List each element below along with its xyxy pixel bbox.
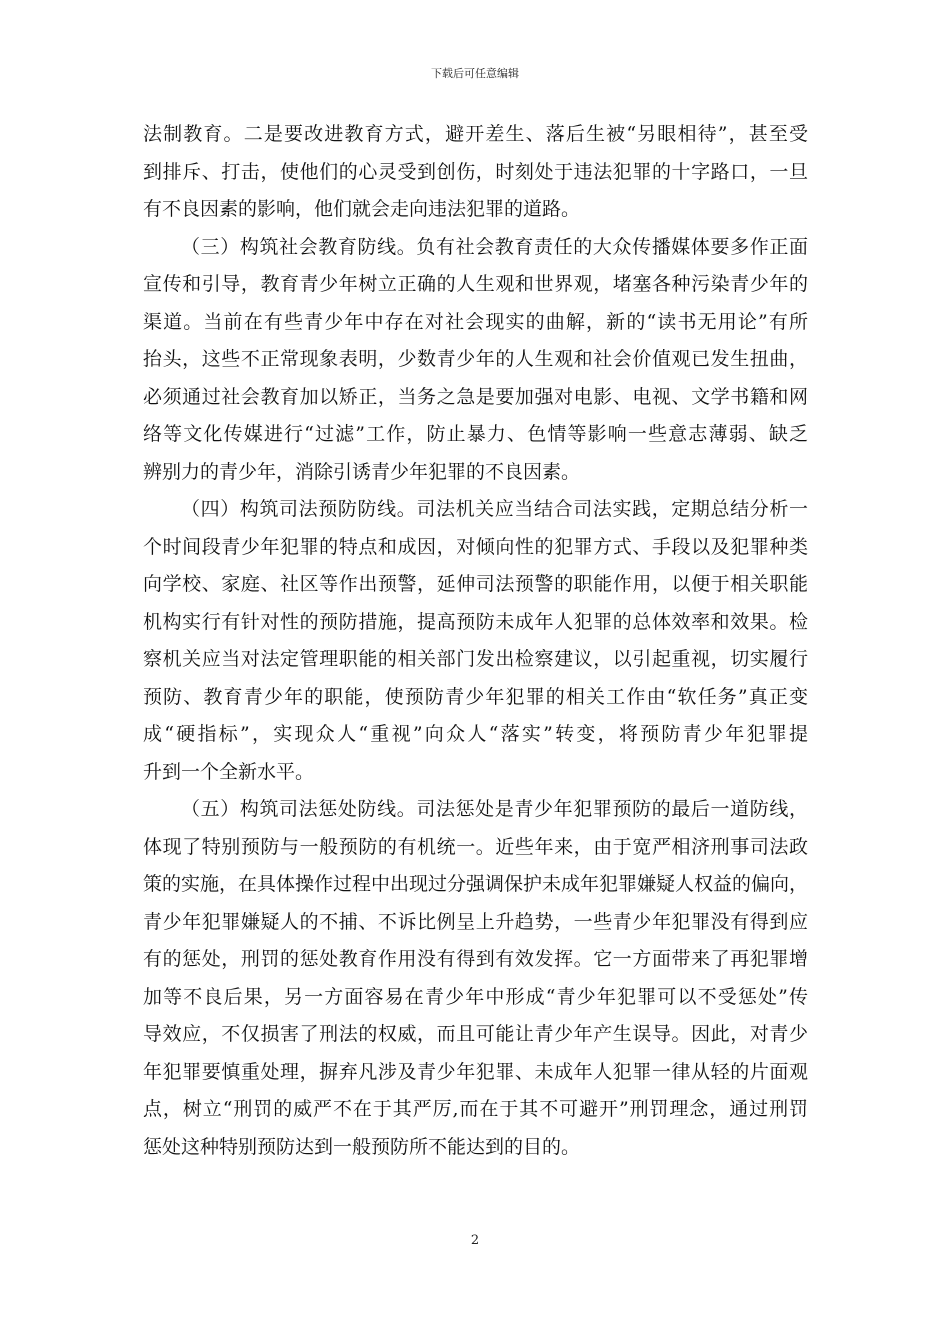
text-line: 青少年犯罪嫌疑人的不捕、不诉比例呈上升趋势，一些青少年犯罪没有得到应 xyxy=(143,910,808,933)
page-header: 下载后可任意编辑 xyxy=(431,67,519,80)
text-line: 抬头，这些不正常现象表明，少数青少年的人生观和社会价值观已发生扭曲， xyxy=(143,348,808,370)
text-line: 体现了特别预防与一般预防的有机统一。近些年来，由于宽严相济刑事司法政 xyxy=(143,835,808,858)
text-line: 机构实行有针对性的预防措施，提高预防未成年人犯罪的总体效率和效果。检 xyxy=(143,610,808,633)
text-line: 宣传和引导，教育青少年树立正确的人生观和世界观，堵塞各种污染青少年的 xyxy=(143,273,808,295)
text-line: 加等不良后果，另一方面容易在青少年中形成“青少年犯罪可以不受惩处”传 xyxy=(143,985,808,1008)
paragraph xyxy=(143,491,808,791)
text-line: 到排斥、打击，使他们的心灵受到创伤，时刻处于违法犯罪的十字路口，一旦 xyxy=(143,160,808,183)
text-line: 惩处这种特别预防达到一般预防所不能达到的目的。 xyxy=(143,1135,581,1158)
text-line: 必须通过社会教育加以矫正，当务之急是要加强对电影、电视、文学书籍和网 xyxy=(143,385,808,408)
text-line: 有的惩处，刑罚的惩处教育作用没有得到有效发挥。它一方面带来了再犯罪增 xyxy=(143,948,808,970)
text-line: 预防、教育青少年的职能，使预防青少年犯罪的相关工作由“软任务”真正变 xyxy=(143,685,808,708)
text-line: 络等文化传媒进行“过滤”工作，防止暴力、色情等影响一些意志薄弱、缺乏 xyxy=(143,423,808,445)
text-line: 成“硬指标”，实现众人“重视”向众人“落实”转变，将预防青少年犯罪提 xyxy=(143,723,808,745)
document-body xyxy=(143,116,808,1166)
text-line: 导效应，不仅损害了刑法的权威，而且可能让青少年产生误导。因此，对青少 xyxy=(143,1023,808,1045)
paragraph xyxy=(143,116,808,229)
page-number: 2 xyxy=(470,1233,480,1248)
text-line: 向学校、家庭、社区等作出预警，延伸司法预警的职能作用，以便于相关职能 xyxy=(143,573,808,595)
text-line: （三）构筑社会教育防线。负有社会教育责任的大众传播媒体要多作正面 xyxy=(181,235,808,258)
paragraph xyxy=(143,229,808,492)
text-line: 年犯罪要慎重处理，摒弃凡涉及青少年犯罪、未成年人犯罪一律从轻的片面观 xyxy=(143,1060,808,1083)
paragraph xyxy=(143,791,808,1166)
text-line: 察机关应当对法定管理职能的相关部门发出检察建议，以引起重视，切实履行 xyxy=(143,648,808,670)
text-line: 策的实施，在具体操作过程中出现过分强调保护未成年犯罪嫌疑人权益的偏向， xyxy=(143,873,809,895)
text-line: 渠道。当前在有些青少年中存在对社会现实的曲解，新的“读书无用论”有所 xyxy=(143,310,808,333)
text-line: 升到一个全新水平。 xyxy=(143,760,315,783)
text-line: 辨别力的青少年，消除引诱青少年犯罪的不良因素。 xyxy=(143,460,581,483)
text-line: （五）构筑司法惩处防线。司法惩处是青少年犯罪预防的最后一道防线， xyxy=(181,798,808,820)
text-line: 点，树立“刑罚的威严不在于其严厉,而在于其不可避开”刑罚理念，通过刑罚 xyxy=(143,1098,808,1120)
text-line: 有不良因素的影响，他们就会走向违法犯罪的道路。 xyxy=(143,198,581,220)
text-line: 个时间段青少年犯罪的特点和成因，对倾向性的犯罪方式、手段以及犯罪种类 xyxy=(143,535,808,558)
text-line: 法制教育。二是要改进教育方式，避开差生、落后生被“另眼相待”，甚至受 xyxy=(143,123,808,145)
text-line: （四）构筑司法预防防线。司法机关应当结合司法实践，定期总结分析一 xyxy=(181,498,808,520)
